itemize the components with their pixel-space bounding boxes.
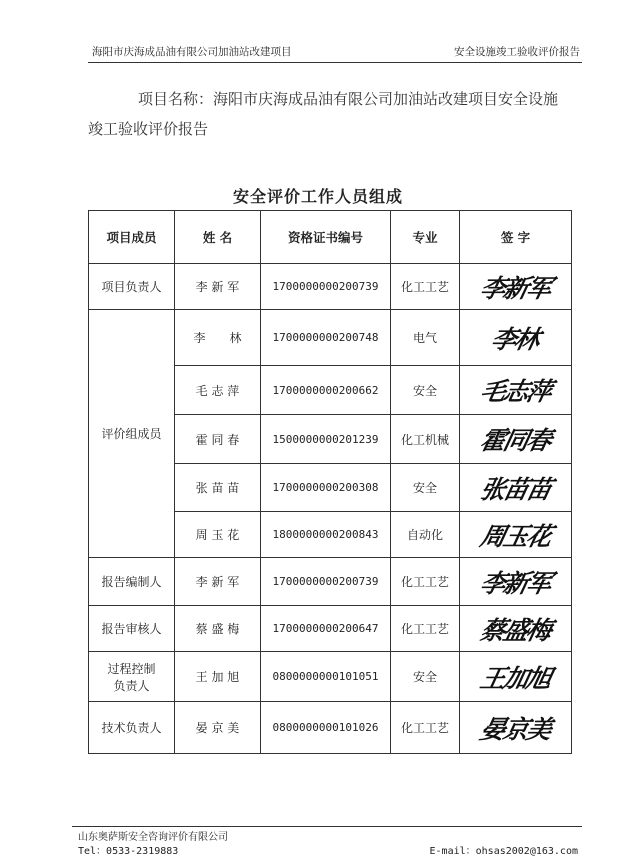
cert-cell: 0800000000101051 xyxy=(261,652,391,702)
major-cell: 化工机械 xyxy=(391,415,460,464)
signature-cell xyxy=(460,464,572,512)
signature-image: 周玉花 xyxy=(477,521,553,551)
header-report-type: 安全设施竣工验收评价报告 xyxy=(454,46,580,58)
name-cell: 王 加 旭 xyxy=(175,652,261,702)
table-title: 安全评价工作人员组成 xyxy=(232,187,403,206)
signature-cell xyxy=(460,512,572,558)
header-divider xyxy=(88,62,582,63)
major-cell: 化工工艺 xyxy=(391,264,460,310)
cert-cell: 1700000000200662 xyxy=(261,366,391,415)
signature-image: 王加旭 xyxy=(477,663,553,693)
signature-image: 李新军 xyxy=(477,273,553,303)
name-cell: 周 玉 花 xyxy=(175,512,261,558)
major-cell: 电气 xyxy=(391,310,460,366)
signature-cell xyxy=(460,310,572,366)
cert-cell: 1800000000200843 xyxy=(261,512,391,558)
major-cell: 化工工艺 xyxy=(391,702,460,754)
signature-cell xyxy=(460,558,572,606)
name-cell: 霍 同 春 xyxy=(175,415,261,464)
role-cell: 报告审核人 xyxy=(89,606,175,652)
footer-tel: Tel：0533-2319883 xyxy=(78,846,179,857)
cert-cell: 1700000000200308 xyxy=(261,464,391,512)
name-cell: 蔡 盛 梅 xyxy=(175,606,261,652)
cert-cell: 1500000000201239 xyxy=(261,415,391,464)
cert-cell: 1700000000200748 xyxy=(261,310,391,366)
col-header-signature: 签 字 xyxy=(460,211,572,264)
col-header-role: 项目成员 xyxy=(89,211,175,264)
role-cell xyxy=(89,652,175,702)
cert-cell: 1700000000200739 xyxy=(261,558,391,606)
name-cell: 晏 京 美 xyxy=(175,702,261,754)
role-cell: 技术负责人 xyxy=(89,702,175,754)
project-name-line2: 竣工验收评价报告 xyxy=(88,120,209,138)
table-row xyxy=(89,606,572,652)
table-row xyxy=(89,702,572,754)
major-cell: 化工工艺 xyxy=(391,606,460,652)
name-cell: 张 苗 苗 xyxy=(175,464,261,512)
signature-image: 蔡盛梅 xyxy=(477,615,553,645)
cert-cell: 1700000000200739 xyxy=(261,264,391,310)
footer-divider xyxy=(72,826,582,827)
major-cell: 化工工艺 xyxy=(391,558,460,606)
table-row xyxy=(89,264,572,310)
cert-cell: 1700000000200647 xyxy=(261,606,391,652)
signature-image: 晏京美 xyxy=(477,714,553,744)
signature-image: 李林 xyxy=(489,324,542,354)
major-cell: 安全 xyxy=(391,652,460,702)
role-cell: 项目负责人 xyxy=(89,264,175,310)
project-name-line1: 项目名称：海阳市庆海成品油有限公司加油站改建项目安全设施 xyxy=(138,90,559,108)
col-header-major: 专业 xyxy=(391,211,460,264)
signature-cell xyxy=(460,702,572,754)
col-header-cert: 资格证书编号 xyxy=(261,211,391,264)
name-cell: 毛 志 萍 xyxy=(175,366,261,415)
col-header-name: 姓 名 xyxy=(175,211,261,264)
table-header-row xyxy=(89,211,572,264)
signature-image: 霍同春 xyxy=(477,426,553,455)
table-row xyxy=(89,652,572,702)
signature-cell xyxy=(460,415,572,464)
table-row xyxy=(89,310,572,366)
major-cell: 自动化 xyxy=(391,512,460,558)
header-project-name: 海阳市庆海成品油有限公司加油站改建项目 xyxy=(92,46,292,58)
project-name-paragraph xyxy=(88,84,588,144)
name-cell: 李 新 军 xyxy=(175,264,261,310)
signature-cell xyxy=(460,366,572,415)
signature-image: 毛志萍 xyxy=(477,377,553,406)
name-cell: 李 林 xyxy=(175,310,261,366)
signature-cell xyxy=(460,264,572,310)
name-cell: 李 新 军 xyxy=(175,558,261,606)
role-line2: 负责人 xyxy=(113,678,150,693)
footer-email: E-mail：ohsas2002@163.com xyxy=(429,846,578,857)
table-row xyxy=(89,558,572,606)
role-line1: 过程控制 xyxy=(107,661,156,676)
signature-image: 张苗苗 xyxy=(477,474,553,504)
cert-cell: 0800000000101026 xyxy=(261,702,391,754)
page-header xyxy=(0,0,636,62)
major-cell: 安全 xyxy=(391,464,460,512)
footer-company: 山东奥萨斯安全咨询评价有限公司 xyxy=(78,832,228,843)
major-cell: 安全 xyxy=(391,366,460,415)
staff-table xyxy=(88,210,572,754)
signature-cell xyxy=(460,652,572,702)
signature-cell xyxy=(460,606,572,652)
signature-image: 李新军 xyxy=(477,568,553,598)
role-cell: 评价组成员 xyxy=(89,310,175,558)
role-cell: 报告编制人 xyxy=(89,558,175,606)
